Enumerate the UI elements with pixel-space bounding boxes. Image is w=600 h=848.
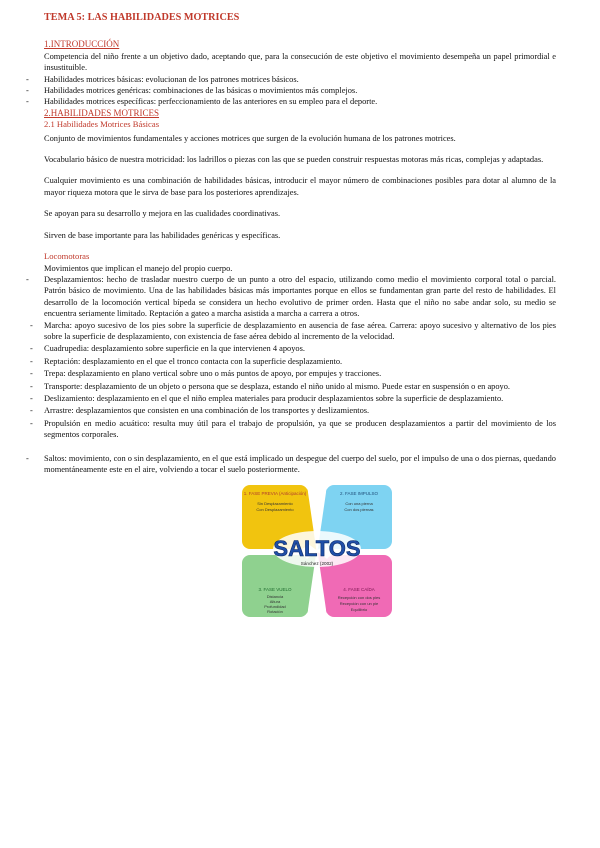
petal-line: Con Desplazamiento	[256, 507, 294, 513]
petal-line: Equilibrio	[350, 607, 368, 613]
habilidades-list	[44, 74, 556, 108]
list-item: - Reptación: desplazamiento en el que el tronco contacta con la superficie desplazamiento.	[44, 356, 556, 367]
list-item-desplazamientos	[44, 274, 556, 441]
paragraph: Conjunto de movimientos fundamentales y acciones motrices que surgen de la evolución humana de los patrones motrices.	[44, 133, 456, 143]
list-item: - Propulsión en medio acuático: resulta muy útil para el trabajo de propulsión, ya que se producen desplazamientos a partir del movimiento de los segmentos corporales.	[44, 418, 556, 441]
center-word: SALTOS	[273, 536, 361, 562]
list-item: - Habilidades motrices básicas: evolucionan de los patrones motrices básicos.	[44, 74, 556, 85]
locomotoras-intro: Movimientos que implican el manejo del propio cuerpo.	[44, 263, 233, 273]
petal-line: Recepción con dos pies	[337, 595, 381, 601]
list-item: - Deslizamiento: desplazamiento en el que el niño emplea materiales para producir desplazamientos sobre la superficie de desplazamiento.	[44, 393, 556, 404]
page-title: TEMA 5: LAS HABILIDADES MOTRICES	[44, 12, 240, 23]
paragraph: Se apoyan para su desarrollo y mejora en las cualidades coordinativas.	[44, 209, 281, 219]
petal-line: Con dos piernas	[344, 507, 374, 513]
petal-line: Altura	[269, 599, 281, 605]
petal-line: Rotación	[267, 609, 283, 615]
paragraph: Sirven de base importante para las habilidades genéricas y específicas.	[44, 230, 281, 240]
list-item: - Habilidades motrices genéricas: combinaciones de las básicas o movimientos más complejos.	[44, 85, 556, 96]
paragraph: Cualquier movimiento es una combinación de habilidades básicas, introducir el mayor número de combinaciones posibles para dotar al alumno de la mayor riqueza motora que le sirva de base para los posteriores aprendizajes.	[44, 176, 556, 197]
petal-title: 2. FASE IMPULSO	[339, 491, 379, 497]
petal-title: 1. FASE PREVIA (Anticipación)	[243, 491, 307, 497]
diagram-author: Sánchez (2002)	[300, 561, 334, 567]
list-item: - Transporte: desplazamiento de un objeto o persona que se desplaza, estando el niño unido al mismo. Puede estar en suspensión o en apoyo.	[44, 381, 556, 392]
petal-line: Distancia	[266, 594, 284, 600]
petal-line: Sin Desplazamiento	[257, 501, 293, 507]
desplazamientos-sublist	[44, 320, 556, 441]
list-item: - Trepa: desplazamiento en plano vertical sobre uno o más puntos de apoyo, por empujes y tracciones.	[44, 368, 556, 379]
section-heading-introduccion: 1.INTRODUCCIÓN	[44, 39, 120, 50]
list-item: - Arrastre: desplazamientos que consisten en una combinación de los transportes y deslizamientos.	[44, 405, 556, 416]
list-item: - Cuadrupedia: desplazamiento sobre superficie en la que intervienen 4 apoyos.	[44, 343, 556, 354]
locomotoras-label: Locomotoras	[44, 251, 90, 262]
petal-line: Recepción con un pie	[339, 601, 379, 607]
intro-paragraph: Competencia del niño frente a un objetivo dado, aceptando que, para la consecución de este objetivo el movimiento desempeña un papel primordial e insustituible.	[44, 51, 556, 73]
petal-line: Profundidad	[264, 604, 286, 610]
petal-line: Con una pierna	[345, 501, 373, 507]
section-heading-habilidades: 2.HABILIDADES MOTRICES	[44, 107, 160, 118]
saltos-diagram-svg	[236, 479, 398, 623]
list-item-saltos: - Saltos: movimiento, con o sin desplazamiento, en el que está implicado un despegue del cuerpo del suelo, por el impulso de una o dos piernas, quedando momentáneamente este en el aire, volviendo a tocar el suelo posteriormente.	[44, 453, 556, 476]
saltos-diagram	[236, 479, 398, 623]
paragraph: Vocabulario básico de nuestra motricidad: los ladrillos o piezas con las que se pueden construir respuestas motoras más ricas, complejas y adaptadas.	[44, 155, 544, 165]
document-content	[44, 12, 556, 623]
subsection-heading-basicas: 2.1 Habilidades Motrices Básicas	[44, 119, 160, 130]
petal-title: 3. FASE VUELO	[258, 587, 292, 593]
locomotoras-list	[44, 274, 556, 476]
list-item: - Habilidades motrices específicas: perfeccionamiento de las anteriores en su empleo para el deporte.	[44, 96, 556, 107]
petal-title: 4. FASE CAÍDA	[343, 587, 375, 593]
list-item: - Marcha: apoyo sucesivo de los pies sobre la superficie de desplazamiento en ausencia de fase aérea. Carrera: apoyo sucesivo y alternativo de los pies sobre la superficie de desplazamiento, con existencia de fase aérea debido al incremento de la velocidad.	[44, 320, 556, 343]
desplazamientos-text: Desplazamientos: hecho de trasladar nuestro cuerpo de un punto a otro del espacio, utilizando como medio el movimiento corporal total o parcial. Patrón básico de movimiento. Una de las habilidades básicas más importantes porque en ellos se fundamentan gran parte del resto de habilidades. El desarrollo de la locomoción vertical bípeda se considera un hecho evolutivo de primer orden. Hasta que el niño no sabe andar solo, su medio se encuentra seriamente limitado. Reptación a gateo a marcha asistida a marcha a carrera a otros.	[44, 274, 556, 319]
